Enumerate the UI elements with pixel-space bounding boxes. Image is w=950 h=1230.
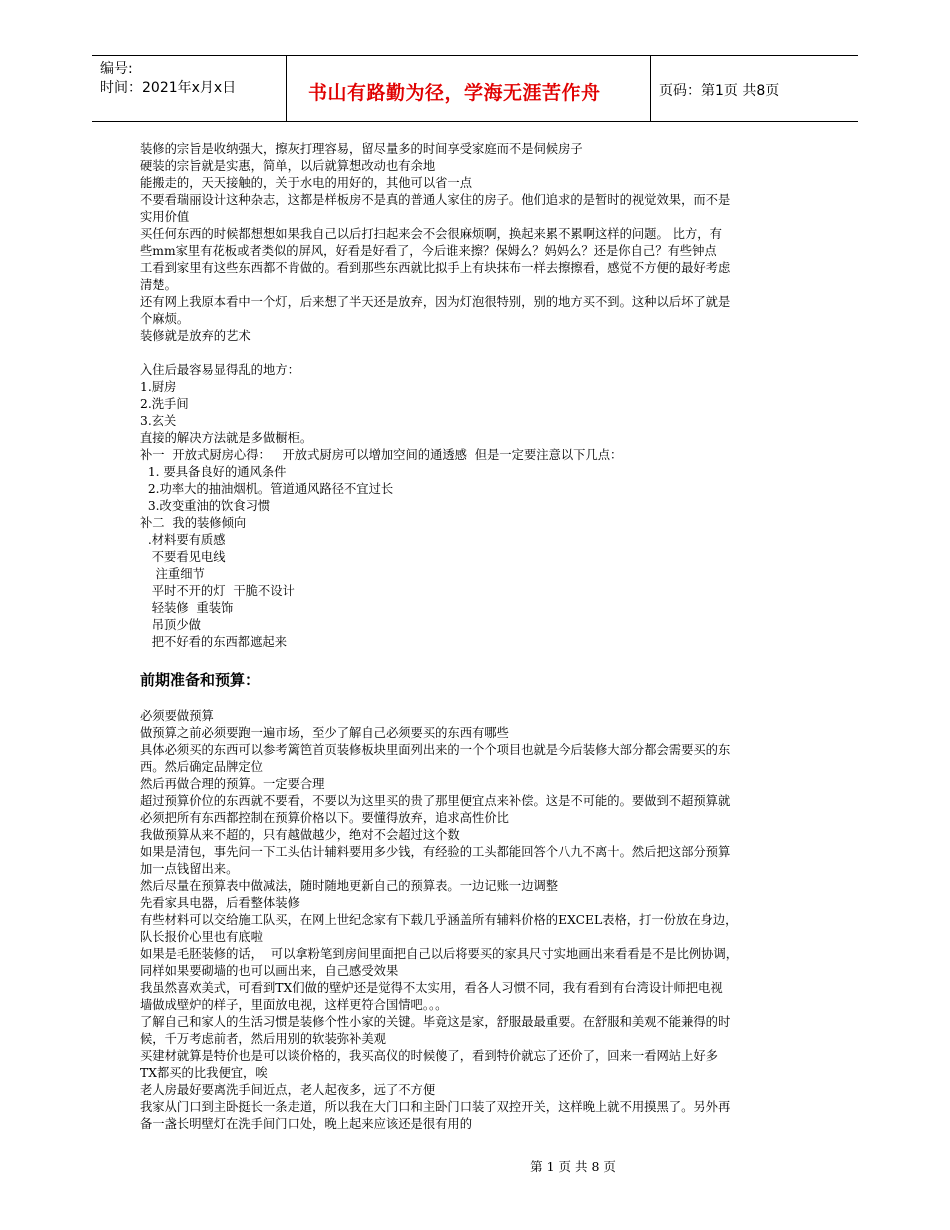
section-paragraphs <box>140 708 816 1133</box>
text-line: 直接的解决方法就是多做橱柜。 <box>140 431 313 445</box>
text-line: 个麻烦。 <box>140 312 190 326</box>
text-line: 加一点钱留出来。 <box>140 862 239 876</box>
document-body <box>140 141 816 1133</box>
text-line: 先看家具电器，后看整体装修 <box>140 896 300 910</box>
text-line: 些mm家里有花板或者类似的屏风，好看是好看了，今后谁来擦？保姆么？妈妈么？还是你自己？有些钟点 <box>140 244 717 258</box>
text-line: .材料要有质感 <box>140 533 226 547</box>
text-line: 队长报价心里也有底啦 <box>140 930 263 944</box>
header-divider-left <box>286 55 287 121</box>
document-number-label: 编号: <box>100 61 133 77</box>
text-line: 工看到家里有这些东西都不肯做的。看到那些东西就比拟手上有块抹布一样去擦擦看，感觉不方便的最好考虑 <box>140 261 731 275</box>
text-line: 备一盏长明壁灯在洗手间门口处，晚上起来应该还是很有用的 <box>140 1117 473 1131</box>
footer-page-number: 第 1 页 共 8 页 <box>530 1159 616 1174</box>
text-line: 2.洗手间 <box>140 397 189 411</box>
text-line: 了解自己和家人的生活习惯是装修个性小家的关键。毕竟这是家，舒服最最重要。在舒服和美观不能兼得的时 <box>140 1015 731 1029</box>
text-line: 有些材料可以交给施工队买，在网上世纪念家有下载几乎涵盖所有辅料价格的EXCEL表格，打一份放在身边， <box>140 913 738 927</box>
text-line: 1. 要具备良好的通风条件 <box>140 465 287 479</box>
header-bottom-rule <box>92 121 858 122</box>
text-line: 必须把所有东西都控制在预算价格以下。要懂得放弃，追求高性价比 <box>140 811 509 825</box>
text-line: 必须要做预算 <box>140 709 214 723</box>
text-line: 能搬走的，天天接触的，关于水电的用好的，其他可以省一点 <box>140 176 473 190</box>
text-line: 补二 我的装修倾向 <box>140 516 247 530</box>
header-divider-right <box>650 55 651 121</box>
text-line: TX都买的比我便宜，唉 <box>140 1066 268 1080</box>
text-line: 老人房最好要离洗手间近点，老人起夜多，远了不方便 <box>140 1083 436 1097</box>
header-motto: 书山有路勤为径，学海无涯苦作舟 <box>308 82 601 104</box>
text-line: 候，千万考虑前者，然后用别的软装弥补美观 <box>140 1032 386 1046</box>
text-line <box>140 345 816 362</box>
section-heading: 前期准备和预算： <box>140 671 261 689</box>
text-line: 2.功率大的抽油烟机。管道通风路径不宜过长 <box>140 482 394 496</box>
text-line: 补一 开放式厨房心得： 开放式厨房可以增加空间的通透感 但是一定要注意以下几点： <box>140 448 623 462</box>
text-line: 我做预算从来不超的，只有越做越少，绝对不会超过这个数 <box>140 828 460 842</box>
text-line: 墙做成壁炉的样子，里面放电视，这样更符合国情吧。。。 <box>140 998 448 1012</box>
text-line: 清楚。 <box>140 278 177 292</box>
text-line: 买建材就算是特价也是可以谈价格的，我买高仪的时候傻了，看到特价就忘了还价了，回来一看网站上好多 <box>140 1049 718 1063</box>
text-line: 1.厨房 <box>140 380 177 394</box>
text-line: 吊顶少做 <box>140 618 201 632</box>
header-top-rule <box>92 55 858 56</box>
text-line: 3.改变重油的饮食习惯 <box>140 499 271 513</box>
text-line: 3.玄关 <box>140 414 177 428</box>
text-line: 平时不开的灯 干脆不设计 <box>140 584 295 598</box>
text-line: 做预算之前必须要跑一遍市场，至少了解自己必须要买的东西有哪些 <box>140 726 509 740</box>
text-line: 具体必须买的东西可以参考篱笆首页装修板块里面列出来的一个个项目也就是今后装修大部分都会需要买的东 <box>140 743 731 757</box>
text-line: 同样如果要砌墙的也可以画出来，自己感受效果 <box>140 964 399 978</box>
text-line: 入住后最容易显得乱的地方： <box>140 363 300 377</box>
text-line: 买任何东西的时候都想想如果我自己以后打扫起来会不会很麻烦啊，换起来累不累啊这样的问题。 比方，有 <box>140 227 722 241</box>
text-line: 然后再做合理的预算。一定要合理 <box>140 777 325 791</box>
text-line: 如果是清包，事先问一下工头估计辅料要用多少钱，有经验的工头都能回答个八九不离十。然后把这部分预算 <box>140 845 731 859</box>
header-page-label: 页码：第1页 共8页 <box>659 83 780 99</box>
text-line: 不要看瑞丽设计这种杂志，这都是样板房不是真的普通人家住的房子。他们追求的是暂时的视觉效果，而不是 <box>140 193 731 207</box>
text-line: 装修就是放弃的艺术 <box>140 329 251 343</box>
text-line: 然后尽量在预算表中做减法，随时随地更新自己的预算表。一边记账一边调整 <box>140 879 559 893</box>
text-line: 装修的宗旨是收纳强大，擦灰打理容易，留尽量多的时间享受家庭而不是伺候房子 <box>140 142 583 156</box>
page-footer <box>0 1157 950 1175</box>
text-line: 注重细节 <box>140 567 205 581</box>
text-line: 实用价值 <box>140 210 190 224</box>
document-time-label: 时间：2021年x月x日 <box>100 80 237 96</box>
text-line: 西。然后确定品牌定位 <box>140 760 263 774</box>
text-line: 不要看见电线 <box>140 550 226 564</box>
text-line: 我家从门口到主卧挺长一条走道，所以我在大门口和主卧门口装了双控开关，这样晚上就不用摸黑了。另外再 <box>140 1100 731 1114</box>
text-line: 硬装的宗旨就是实惠，简单，以后就算想改动也有余地 <box>140 159 436 173</box>
body-paragraphs <box>140 141 816 651</box>
text-line: 如果是毛胚装修的话， 可以拿粉笔到房间里面把自己以后将要买的家具尺寸实地画出来看看是不是比例协调， <box>140 947 739 961</box>
text-line: 还有网上我原本看中一个灯，后来想了半天还是放弃，因为灯泡很特别，别的地方买不到。这种以后坏了就是 <box>140 295 731 309</box>
text-line: 我虽然喜欢美式，可看到TX们做的壁炉还是觉得不太实用，看各人习惯不同，我有看到有台湾设计师把电视 <box>140 981 723 995</box>
text-line: 轻装修 重装饰 <box>140 601 234 615</box>
text-line: 把不好看的东西都遮起来 <box>140 635 287 649</box>
text-line: 超过预算价位的东西就不要看，不要以为这里买的贵了那里便宜点来补偿。这是不可能的。要做到不超预算就 <box>140 794 731 808</box>
